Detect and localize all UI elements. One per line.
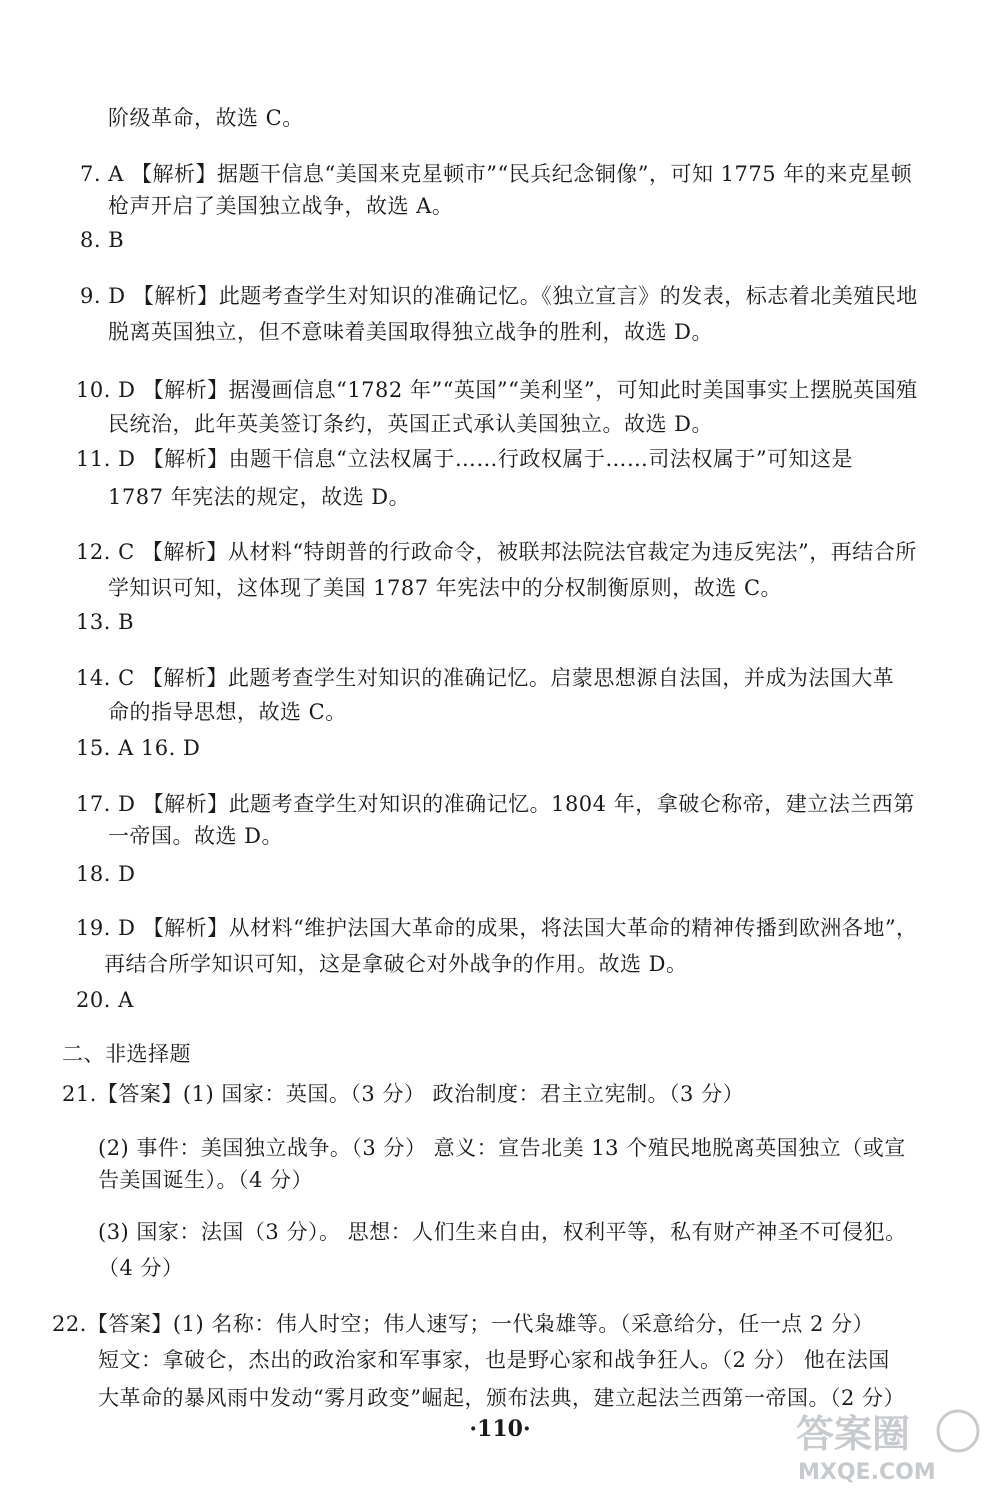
text-line: 21.【答案】(1) 国家：英国。（3 分） 政治制度：君主立宪制。（3 分） xyxy=(62,1082,745,1106)
page-number: ·110· xyxy=(469,1416,531,1442)
text-line: 学知识可知，这体现了美国 1787 年宪法中的分权制衡原则，故选 C。 xyxy=(108,576,783,600)
text-line: 10. D 【解析】据漫画信息“1782 年”“英国”“美利坚”，可知此时美国事实上摆脱英国殖 xyxy=(76,378,918,402)
text-line: 再结合所学知识可知，这是拿破仑对外战争的作用。故选 D。 xyxy=(104,952,688,976)
text-line: 11. D 【解析】由题干信息“立法权属于……行政权属于……司法权属于”可知这是 xyxy=(76,447,854,471)
text-line: 7. A 【解析】据题干信息“美国来克星顿市”“民兵纪念铜像”，可知 1775 年的来克星顿 xyxy=(80,162,913,186)
text-line: 大革命的暴风雨中发动“雾月政变”崛起，颁布法典，建立起法兰西第一帝国。（2 分） xyxy=(98,1386,906,1410)
text-line: 22.【答案】(1) 名称：伟人时空；伟人速写；一代枭雄等。（采意给分，任一点 2 分） xyxy=(52,1312,875,1336)
text-line: 12. C 【解析】从材料“特朗普的行政命令，被联邦法院法官裁定为违反宪法”，再结合所 xyxy=(76,540,917,564)
text-line: 20. A xyxy=(76,988,134,1012)
text-line: 阶级革命，故选 C。 xyxy=(108,106,304,130)
text-line: (2) 事件：美国独立战争。（3 分） 意义：宣告北美 13 个殖民地脱离英国独立（或宣 xyxy=(98,1136,906,1160)
text-line: 9. D 【解析】此题考查学生对知识的准确记忆。《独立宣言》的发表，标志着北美殖民地 xyxy=(80,284,918,308)
text-line: 枪声开启了美国独立战争，故选 A。 xyxy=(108,194,454,218)
text-line: 告美国诞生）。（4 分） xyxy=(98,1168,314,1192)
svg-text:答案圈: 答案圈 xyxy=(796,1412,911,1456)
text-line: 8. B xyxy=(80,228,125,252)
text-line: 短文：拿破仑，杰出的政治家和军事家，也是野心家和战争狂人。（2 分） 他在法国 xyxy=(98,1348,890,1372)
text-line: 脱离英国独立，但不意味着美国取得独立战争的胜利，故选 D。 xyxy=(108,320,714,344)
text-line: 民统治，此年英美签订条约，英国正式承认美国独立。故选 D。 xyxy=(108,412,714,436)
svg-text:MXQE.COM: MXQE.COM xyxy=(798,1460,936,1485)
text-line: 15. A 16. D xyxy=(76,736,201,760)
text-line: 18. D xyxy=(76,862,136,886)
text-line: 命的指导思想，故选 C。 xyxy=(108,700,347,724)
text-line: (3) 国家：法国（3 分）。 思想：人们生来自由，权利平等，私有财产神圣不可侵犯。 xyxy=(98,1220,907,1244)
text-line: 17. D 【解析】此题考查学生对知识的准确记忆。1804 年，拿破仑称帝，建立法兰西第 xyxy=(76,792,915,816)
text-line: 1787 年宪法的规定，故选 D。 xyxy=(108,485,411,509)
text-line: 14. C 【解析】此题考查学生对知识的准确记忆。启蒙思想源自法国，并成为法国大革 xyxy=(76,666,895,690)
section-heading: 二、非选择题 xyxy=(62,1042,191,1066)
text-line: 一帝国。故选 D。 xyxy=(108,824,284,848)
text-line: 13. B xyxy=(76,610,135,634)
text-line: （4 分） xyxy=(98,1256,184,1280)
text-line: 19. D 【解析】从材料“维护法国大革命的成果，将法国大革命的精神传播到欧洲各地”， xyxy=(76,916,918,940)
watermark-logo xyxy=(790,1403,980,1485)
